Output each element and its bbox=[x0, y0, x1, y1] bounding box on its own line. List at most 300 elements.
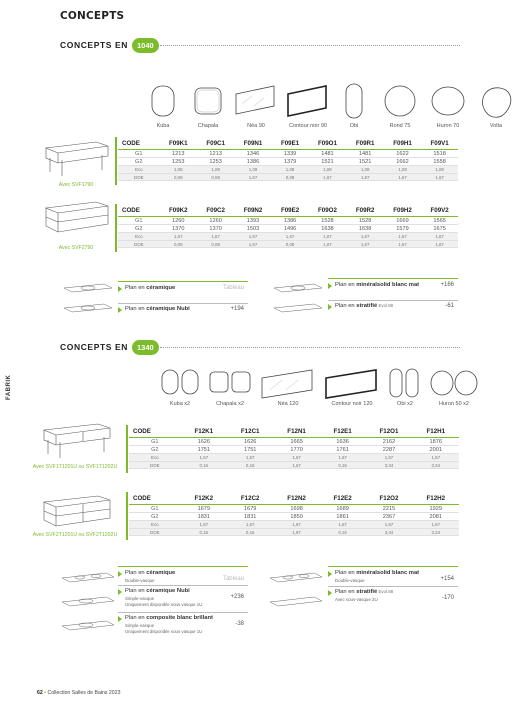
table-row bbox=[118, 150, 458, 158]
table-caption: Avec SVF2T1201U ou SVF2T1202U bbox=[32, 532, 118, 538]
section-label: CONCEPTS EN bbox=[60, 40, 128, 50]
table-cell: 1638 bbox=[346, 225, 383, 233]
option-prefix: Plan en bbox=[335, 570, 357, 576]
bullet: • bbox=[44, 690, 48, 696]
table-cell: 1,67 bbox=[234, 233, 271, 241]
mirror-thumb bbox=[190, 84, 226, 129]
option-finish: Evol.88 bbox=[377, 589, 394, 594]
option-label bbox=[335, 303, 393, 309]
table-cell: 1,67 bbox=[421, 240, 458, 248]
mirror-icon bbox=[428, 84, 468, 120]
option-material: céramique Nubi bbox=[146, 306, 190, 312]
cabinet-drawing bbox=[42, 138, 110, 180]
column-header: F09N2 bbox=[234, 204, 271, 217]
mirror-label: Contour noir 90 bbox=[289, 123, 327, 129]
table-cell: 1,67 bbox=[413, 454, 459, 462]
option-prefix: Plan en bbox=[125, 615, 147, 621]
price-table bbox=[118, 137, 458, 181]
column-header: F09N1 bbox=[234, 137, 271, 150]
column-header: F09H2 bbox=[384, 204, 421, 217]
table-cell: 1831 bbox=[181, 513, 227, 521]
table-cell: 1,67 bbox=[234, 173, 271, 181]
options-top-rule bbox=[328, 278, 458, 279]
option-prefix: Plan en bbox=[335, 282, 357, 288]
table-cell: 1669 bbox=[384, 217, 421, 225]
table-cell: 1,67 bbox=[227, 521, 273, 529]
mirror-icon bbox=[430, 368, 478, 398]
column-header: F12H1 bbox=[413, 425, 459, 438]
plan-drawing bbox=[62, 282, 114, 318]
table-cell: 1,67 bbox=[308, 173, 346, 181]
table-cell: Eco bbox=[129, 454, 181, 462]
option-note: Uniquement disponible sous vasque 1U bbox=[125, 601, 203, 607]
option-separator bbox=[328, 300, 458, 301]
table-cell: 1,67 bbox=[320, 454, 366, 462]
table-cell: 3,34 bbox=[413, 528, 459, 536]
table-cell: DOE bbox=[129, 461, 181, 469]
table-cell: 2081 bbox=[413, 513, 459, 521]
mirror-label: Kuba bbox=[156, 123, 170, 129]
option-price: +236 bbox=[230, 594, 244, 600]
option-label bbox=[125, 285, 175, 291]
table-cell: 1481 bbox=[346, 150, 383, 158]
table-header-row bbox=[118, 204, 458, 217]
option-row bbox=[118, 615, 248, 642]
table-cell: 1,67 bbox=[384, 173, 421, 181]
table-row bbox=[118, 158, 458, 166]
table-cell: 1528 bbox=[346, 217, 383, 225]
table-row bbox=[118, 166, 458, 174]
option-price: Tableau bbox=[222, 285, 244, 291]
cabinet-drawing bbox=[42, 200, 110, 240]
column-header: F09E2 bbox=[272, 204, 309, 217]
footer bbox=[37, 690, 120, 696]
table-cell: 1,67 bbox=[384, 233, 421, 241]
table-cell: G2 bbox=[129, 446, 181, 454]
table-cell: 1,67 bbox=[227, 454, 273, 462]
mirror-thumb bbox=[428, 84, 468, 129]
plan-drawing bbox=[60, 570, 116, 642]
accent-bar bbox=[126, 425, 128, 473]
table-cell: 1,08 bbox=[421, 166, 458, 174]
table-cell: 1521 bbox=[308, 158, 346, 166]
option-price: +154 bbox=[440, 576, 454, 582]
table-row bbox=[118, 233, 458, 241]
column-header: F09C1 bbox=[197, 137, 234, 150]
mirror-label: Obi bbox=[349, 123, 359, 129]
table-cell: 1393 bbox=[234, 217, 271, 225]
table-row bbox=[118, 225, 458, 233]
column-header: F09O1 bbox=[308, 137, 346, 150]
option-price: Tableau bbox=[222, 576, 244, 582]
table-cell: 3,34 bbox=[365, 461, 412, 469]
table-cell: 1,67 bbox=[234, 240, 271, 248]
table-cell: G1 bbox=[129, 438, 181, 446]
mirror-label: Kuba x2 bbox=[169, 401, 191, 407]
price-table bbox=[118, 204, 458, 248]
table-cell: 1638 bbox=[308, 225, 346, 233]
table-cell: 1,67 bbox=[346, 173, 383, 181]
mirror-icon bbox=[380, 84, 420, 120]
option-finish: Evol.88 bbox=[377, 303, 394, 308]
table-cell: 1,67 bbox=[421, 233, 458, 241]
option-label bbox=[125, 588, 190, 594]
table-cell: 1770 bbox=[273, 446, 319, 454]
table-row bbox=[129, 438, 459, 446]
table-row bbox=[129, 461, 459, 469]
table-cell: 1,08 bbox=[160, 166, 197, 174]
table-cell: 1481 bbox=[308, 150, 346, 158]
table-cell: 1,08 bbox=[234, 166, 271, 174]
option-label bbox=[125, 615, 213, 621]
table-cell: 1,67 bbox=[320, 521, 366, 529]
table-cell: 1528 bbox=[308, 217, 346, 225]
option-note: Uniquement disponible sous vasque 1U bbox=[125, 628, 203, 634]
mirror-label: Chapala bbox=[197, 123, 219, 129]
table-cell: 0,08 bbox=[160, 240, 197, 248]
table-cell: 1370 bbox=[160, 225, 197, 233]
mirror-label: Huron 50 x2 bbox=[439, 401, 469, 407]
column-header: CODE bbox=[129, 492, 181, 505]
arrow-icon bbox=[118, 307, 122, 313]
column-header: F09R2 bbox=[346, 204, 383, 217]
table-cell: 1,67 bbox=[273, 528, 319, 536]
column-header: F12H2 bbox=[413, 492, 459, 505]
option-label bbox=[125, 570, 175, 576]
table-cell: 1346 bbox=[234, 150, 271, 158]
table-cell: 1,67 bbox=[181, 521, 227, 529]
table-cell: 1,67 bbox=[384, 240, 421, 248]
mirror-thumb bbox=[160, 368, 200, 407]
mirror-thumb bbox=[260, 368, 316, 407]
option-separator bbox=[328, 586, 458, 587]
table-cell: 1679 bbox=[181, 505, 227, 513]
arrow-icon bbox=[328, 571, 332, 577]
column-header: F09R1 bbox=[346, 137, 383, 150]
accent-bar bbox=[115, 137, 117, 185]
option-price: -170 bbox=[441, 595, 454, 601]
column-header: F12K2 bbox=[181, 492, 227, 505]
column-header: F12O2 bbox=[365, 492, 412, 505]
mirror-label: Obi x2 bbox=[397, 401, 413, 407]
column-header: F12O1 bbox=[365, 425, 412, 438]
mirror-thumb bbox=[234, 84, 278, 129]
mirror-icon bbox=[260, 368, 316, 398]
section-badge: 1040 bbox=[132, 38, 159, 53]
table-cell: 1370 bbox=[197, 225, 234, 233]
column-header: CODE bbox=[118, 137, 160, 150]
table-cell: G1 bbox=[118, 150, 160, 158]
column-header: F12N2 bbox=[273, 492, 319, 505]
table-cell: 0,08 bbox=[197, 240, 234, 248]
accent-bar bbox=[115, 204, 117, 252]
column-header: F12K1 bbox=[181, 425, 227, 438]
table-cell: 1260 bbox=[197, 217, 234, 225]
table-cell: 2367 bbox=[365, 513, 412, 521]
table-cell: 0,08 bbox=[160, 173, 197, 181]
table-cell: 1253 bbox=[160, 158, 197, 166]
table-cell: 1213 bbox=[160, 150, 197, 158]
table-cell: 1689 bbox=[320, 505, 366, 513]
table-cell: Eco bbox=[118, 166, 160, 174]
table-cell: 1,08 bbox=[384, 166, 421, 174]
table-cell: 1,67 bbox=[273, 454, 319, 462]
option-prefix: Plan en bbox=[125, 285, 147, 291]
column-header: F09K1 bbox=[160, 137, 197, 150]
table-row bbox=[118, 217, 458, 225]
table-cell: 1,67 bbox=[273, 521, 319, 529]
option-material: stratifié bbox=[356, 303, 378, 309]
section-1040-header bbox=[60, 36, 159, 54]
table-cell: 1521 bbox=[346, 158, 383, 166]
table-cell: 1861 bbox=[320, 513, 366, 521]
mirror-thumb bbox=[380, 84, 420, 129]
page-title: CONCEPTS bbox=[60, 10, 125, 22]
mirror-thumb bbox=[430, 368, 478, 407]
column-header: F12C2 bbox=[227, 492, 273, 505]
table-cell: 1626 bbox=[227, 438, 273, 446]
table-cell: 1,67 bbox=[272, 233, 309, 241]
table-cell: 0,16 bbox=[181, 528, 227, 536]
option-row bbox=[328, 303, 458, 315]
option-label bbox=[335, 282, 419, 288]
table-cell: 2162 bbox=[365, 438, 412, 446]
cabinet-drawing bbox=[40, 494, 112, 534]
options-top-rule bbox=[328, 566, 458, 567]
table-cell: G2 bbox=[118, 225, 160, 233]
option-label bbox=[335, 570, 419, 576]
table-cell: 1850 bbox=[273, 513, 319, 521]
table-cell: 0,16 bbox=[227, 528, 273, 536]
table-cell: 1,67 bbox=[346, 240, 383, 248]
table-cell: 1,67 bbox=[273, 461, 319, 469]
mirror-thumb bbox=[338, 84, 370, 129]
table-row bbox=[118, 240, 458, 248]
table-cell: 1579 bbox=[384, 225, 421, 233]
column-header: F09V2 bbox=[421, 204, 458, 217]
table-cell: 3,34 bbox=[365, 528, 412, 536]
column-header: F09H1 bbox=[384, 137, 421, 150]
arrow-icon bbox=[328, 283, 332, 289]
table-cell: 1698 bbox=[273, 505, 319, 513]
table-cell: 1518 bbox=[421, 150, 458, 158]
table-row bbox=[129, 505, 459, 513]
mirror-thumb bbox=[388, 368, 422, 407]
table-cell: DOE bbox=[118, 240, 160, 248]
mirror-icon bbox=[338, 84, 370, 120]
options-top-rule bbox=[118, 566, 248, 567]
option-prefix: Plan en bbox=[335, 589, 357, 595]
table-cell: 1253 bbox=[197, 158, 234, 166]
table-row bbox=[129, 454, 459, 462]
arrow-icon bbox=[118, 571, 122, 577]
table-cell: Eco bbox=[129, 521, 181, 529]
column-header: F09E1 bbox=[272, 137, 309, 150]
page-number: 62 bbox=[37, 690, 43, 696]
table-cell: DOE bbox=[118, 173, 160, 181]
table-cell: 1,67 bbox=[181, 454, 227, 462]
option-price: +194 bbox=[230, 306, 244, 312]
table-cell: 1751 bbox=[227, 446, 273, 454]
table-cell: 1,67 bbox=[197, 233, 234, 241]
mirror-label: Huron 70 bbox=[436, 123, 460, 129]
price-table bbox=[129, 492, 459, 536]
option-row bbox=[118, 306, 248, 318]
table-cell: 2287 bbox=[365, 446, 412, 454]
table-cell: 1,67 bbox=[413, 521, 459, 529]
mirror-icon bbox=[208, 368, 252, 398]
table-cell: 1751 bbox=[181, 446, 227, 454]
table-cell: 1675 bbox=[421, 225, 458, 233]
table-cell: 0,16 bbox=[227, 461, 273, 469]
table-row bbox=[129, 521, 459, 529]
table-cell: 1,67 bbox=[365, 454, 412, 462]
column-header: CODE bbox=[129, 425, 181, 438]
mirror-label: Néa 120 bbox=[277, 401, 299, 407]
mirror-icon bbox=[160, 368, 200, 398]
option-label bbox=[125, 306, 190, 312]
table-caption: Avec SVF2790 bbox=[58, 245, 94, 251]
table-cell: G2 bbox=[129, 513, 181, 521]
table-cell: 1636 bbox=[320, 438, 366, 446]
mirror-icon bbox=[286, 84, 330, 120]
table-cell: G1 bbox=[129, 505, 181, 513]
table-header-row bbox=[118, 137, 458, 150]
table-cell: 1,67 bbox=[421, 173, 458, 181]
option-note: Double-vasque bbox=[335, 578, 365, 583]
table-cell: 1,08 bbox=[346, 166, 383, 174]
option-row bbox=[328, 589, 458, 608]
table-header-row bbox=[129, 425, 459, 438]
column-header: F09O2 bbox=[308, 204, 346, 217]
option-separator bbox=[118, 303, 248, 304]
table-caption: Avec SVF1T1201U ou SVF1T1202U bbox=[32, 464, 118, 470]
section-1340-header bbox=[60, 338, 159, 356]
option-material: stratifié bbox=[356, 589, 378, 595]
table-cell: 1386 bbox=[234, 158, 271, 166]
mirror-thumb bbox=[324, 368, 380, 407]
option-material: minéralsolid blanc mat bbox=[356, 570, 420, 576]
mirror-label: Volta bbox=[489, 123, 503, 129]
mirror-thumb bbox=[208, 368, 252, 407]
table-cell: 1,08 bbox=[197, 166, 234, 174]
option-prefix: Plan en bbox=[125, 570, 147, 576]
option-note: Double-vasque bbox=[125, 578, 155, 583]
column-header: CODE bbox=[118, 204, 160, 217]
arrow-icon bbox=[328, 304, 332, 310]
column-header: F09C2 bbox=[197, 204, 234, 217]
column-header: F12E2 bbox=[320, 492, 366, 505]
table-cell: 1386 bbox=[272, 217, 309, 225]
table-cell: 0,16 bbox=[181, 461, 227, 469]
column-header: F12C1 bbox=[227, 425, 273, 438]
table-cell: 1876 bbox=[413, 438, 459, 446]
table-cell: 1,67 bbox=[160, 233, 197, 241]
option-note: Simple-vasque bbox=[125, 623, 155, 628]
arrow-icon bbox=[118, 589, 122, 595]
table-row bbox=[129, 513, 459, 521]
table-cell: 1679 bbox=[227, 505, 273, 513]
table-cell: 1929 bbox=[413, 505, 459, 513]
option-prefix: Plan en bbox=[125, 306, 147, 312]
table-row bbox=[129, 528, 459, 536]
accent-bar bbox=[126, 492, 128, 540]
arrow-icon bbox=[328, 590, 332, 596]
option-material: céramique bbox=[146, 570, 176, 576]
table-cell: 2001 bbox=[413, 446, 459, 454]
table-cell: 1665 bbox=[273, 438, 319, 446]
column-header: F09V1 bbox=[421, 137, 458, 150]
mirror-label: Contour noir 120 bbox=[331, 401, 373, 407]
table-cell: 1496 bbox=[272, 225, 309, 233]
option-price: +166 bbox=[440, 282, 454, 288]
column-header: F12E1 bbox=[320, 425, 366, 438]
table-cell: 1213 bbox=[197, 150, 234, 158]
table-cell: 1,67 bbox=[346, 233, 383, 241]
option-material: composite blanc brillant bbox=[146, 615, 213, 621]
table-cell: 1761 bbox=[320, 446, 366, 454]
table-cell: 3,34 bbox=[413, 461, 459, 469]
mirror-icon bbox=[388, 368, 422, 398]
table-cell: 1,67 bbox=[365, 521, 412, 529]
section-label: CONCEPTS EN bbox=[60, 342, 128, 352]
column-header: F12N1 bbox=[273, 425, 319, 438]
table-cell: 1662 bbox=[384, 158, 421, 166]
mirror-thumbnails bbox=[160, 368, 478, 407]
table-cell: 1,08 bbox=[272, 166, 309, 174]
column-header: F09K2 bbox=[160, 204, 197, 217]
table-cell: Eco bbox=[118, 233, 160, 241]
table-cell: 1565 bbox=[421, 217, 458, 225]
option-label bbox=[335, 589, 393, 595]
divider bbox=[160, 347, 460, 348]
table-cell: 1503 bbox=[234, 225, 271, 233]
mirror-icon bbox=[234, 84, 278, 120]
option-separator bbox=[118, 585, 248, 586]
side-label: FABRIK bbox=[6, 374, 12, 400]
mirror-label: Néa 90 bbox=[247, 123, 265, 129]
mirror-icon bbox=[146, 84, 180, 120]
mirror-label: Rond 75 bbox=[389, 123, 411, 129]
table-cell: 1379 bbox=[272, 158, 309, 166]
table-cell: 1,67 bbox=[308, 233, 346, 241]
divider bbox=[160, 45, 460, 46]
option-material: minéralsolid blanc mat bbox=[356, 282, 420, 288]
mirror-thumb bbox=[286, 84, 330, 129]
plan-drawing bbox=[272, 282, 324, 318]
option-prefix: Plan en bbox=[335, 303, 357, 309]
mirror-label: Chapala x2 bbox=[216, 401, 244, 407]
table-cell: 0,16 bbox=[320, 528, 366, 536]
section-badge: 1340 bbox=[132, 340, 159, 355]
table-cell: 1,08 bbox=[308, 166, 346, 174]
cabinet-drawing bbox=[40, 420, 112, 462]
table-cell: 1831 bbox=[227, 513, 273, 521]
table-cell: 1260 bbox=[160, 217, 197, 225]
table-row bbox=[129, 446, 459, 454]
option-prefix: Plan en bbox=[125, 588, 147, 594]
price-table bbox=[129, 425, 459, 469]
table-cell: G1 bbox=[118, 217, 160, 225]
table-cell: 1339 bbox=[272, 150, 309, 158]
mirror-thumb bbox=[146, 84, 180, 129]
table-header-row bbox=[129, 492, 459, 505]
table-cell: 0,16 bbox=[320, 461, 366, 469]
mirror-thumb bbox=[476, 84, 516, 129]
option-price: -61 bbox=[445, 303, 454, 309]
table-cell: 0,08 bbox=[272, 173, 309, 181]
arrow-icon bbox=[118, 616, 122, 622]
